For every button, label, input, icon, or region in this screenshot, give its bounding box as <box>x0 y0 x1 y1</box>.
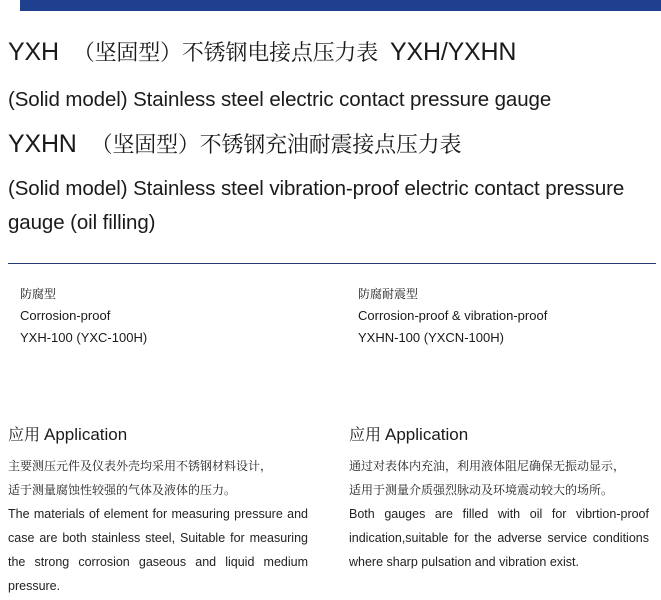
title-yxhn <box>8 128 656 162</box>
model-left-en: Corrosion-proof <box>20 308 111 323</box>
top-accent-bar <box>20 0 661 11</box>
application-left-cn-line: 适于测量腐蚀性较强的气体及液体的压力。 <box>8 483 237 497</box>
model-right-cn: 防腐耐震型 <box>358 287 419 301</box>
application-right-title-en: Application <box>385 425 469 444</box>
application-right-title <box>349 423 649 447</box>
application-left-cn-line: 主要测压元件及仪表外壳均采用不锈钢材料设计， <box>8 459 273 473</box>
title-yxhn-en: (Solid model) Stainless steel vibration-proof electric contact pressure gauge (oil filling) <box>8 177 625 234</box>
model-left-cn: 防腐型 <box>20 287 57 301</box>
application-left-title-cn: 应用 <box>8 425 41 444</box>
model-corrosion-proof <box>20 283 147 349</box>
title-yxh-model: YXH/YXHN <box>390 38 517 66</box>
title-yxh-code: YXH <box>8 38 59 66</box>
application-left-title <box>8 423 308 447</box>
application-right-cn-line: 适用于测量介质强烈脉动及环境震动较大的场所。 <box>349 483 614 497</box>
model-right-en: Corrosion-proof & vibration-proof <box>358 308 548 323</box>
application-right <box>349 423 649 574</box>
model-vibration-proof <box>358 283 547 349</box>
model-right-code: YXHN-100 (YXCN-100H) <box>358 330 504 345</box>
title-yxhn-code: YXHN <box>8 130 77 158</box>
application-left <box>8 423 308 598</box>
product-heading <box>8 36 656 240</box>
title-yxh-cn: （坚固型）不锈钢电接点压力表 <box>72 41 379 66</box>
title-yxhn-cn: （坚固型）不锈钢充油耐震接点压力表 <box>90 133 462 158</box>
application-right-title-cn: 应用 <box>349 425 382 444</box>
application-left-title-en: Application <box>44 425 128 444</box>
title-yxh-en: (Solid model) Stainless steel electric contact pressure gauge <box>8 88 552 111</box>
application-right-cn <box>349 454 649 502</box>
model-left-code: YXH-100 (YXC-100H) <box>20 330 148 345</box>
application-right-cn-line: 通过对表体内充油，利用液体阻尼确保无振动显示， <box>349 459 626 473</box>
title-yxh <box>8 36 656 70</box>
application-right-en: Both gauges are filled with oil for vibrtion-proof indication,suitable for the adverse service conditions where sharp pulsation and vibration exist. <box>349 507 649 569</box>
application-left-cn <box>8 454 308 502</box>
section-divider <box>8 263 656 264</box>
application-left-en: The materials of element for measuring pressure and case are both stainless steel, Suitable for measuring the strong corrosion gaseous and liquid medium pressure. <box>8 507 308 593</box>
